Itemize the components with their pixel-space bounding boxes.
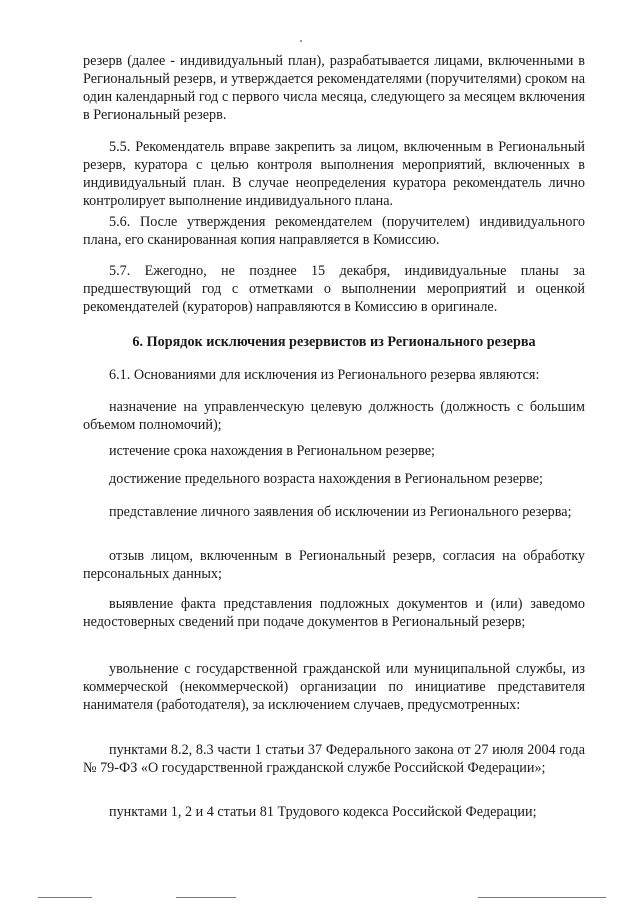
paragraph-5-6: 5.6. После утверждения рекомендателем (поручителем) индивидуального плана, его сканированная копия направляется в Комиссию. [83, 214, 585, 248]
footer-rule-middle [176, 897, 236, 898]
paragraph-6-1: 6.1. Основаниями для исключения из Регионального резерва являются: [109, 367, 540, 383]
paragraph-5-5: 5.5. Рекомендатель вправе закрепить за лицом, включенным в Региональный резерв, куратора с целью контроля выполнения мероприятий, включенных в индивидуальный план. В случае неопределения куратора рекомендатель лично контролирует выполнение индивидуального плана. [83, 139, 585, 209]
scan-speck [300, 40, 302, 42]
list-item-consent-withdrawal: отзыв лицом, включенным в Региональный резерв, согласия на обработку персональных данных; [83, 548, 585, 582]
paragraph-5-7: 5.7. Ежегодно, не позднее 15 декабря, индивидуальные планы за предшествующий год с отметками о выполнении мероприятий и оценкой рекомендателей (кураторов) направляются в Комиссию в оригинале. [83, 263, 585, 315]
sub-item-labor-code: пунктами 1, 2 и 4 статьи 81 Трудового кодекса Российской Федерации; [109, 804, 537, 820]
sub-item-federal-law: пунктами 8.2, 8.3 части 1 статьи 37 Федерального закона от 27 июля 2004 года № 79-ФЗ «О государственной гражданской службе Российской Федерации»; [83, 742, 585, 776]
footer-rule-left [38, 897, 92, 898]
paragraph-intro: резерв (далее - индивидуальный план), разрабатывается лицами, включенными в Региональный резерв, и утверждается рекомендателями (поручителями) сроком на один календарный год с первого числа месяца, следующего за месяцем включения в Региональный резерв. [83, 53, 585, 123]
list-item-term-expiry: истечение срока нахождения в Региональном резерве; [109, 443, 435, 459]
list-item-age-limit: достижение предельного возраста нахождения в Региональном резерве; [109, 471, 543, 487]
list-item-forged-documents: выявление факта представления подложных документов и (или) заведомо недостоверных сведений при подаче документов в Региональный резерв; [83, 596, 585, 630]
section-heading-6: 6. Порядок исключения резервистов из Регионального резерва [132, 334, 536, 350]
list-item-dismissal: увольнение с государственной гражданской или муниципальной службы, из коммерческой (некоммерческой) организации по инициативе представителя нанимателя (работодателя), за исключением случаев, предусмотренных: [83, 661, 585, 713]
footer-rule-right [478, 897, 606, 898]
list-item-personal-application: представление личного заявления об исключении из Регионального резерва; [109, 504, 572, 520]
list-item-appointment: назначение на управленческую целевую должность (должность с большим объемом полномочий); [83, 399, 585, 433]
